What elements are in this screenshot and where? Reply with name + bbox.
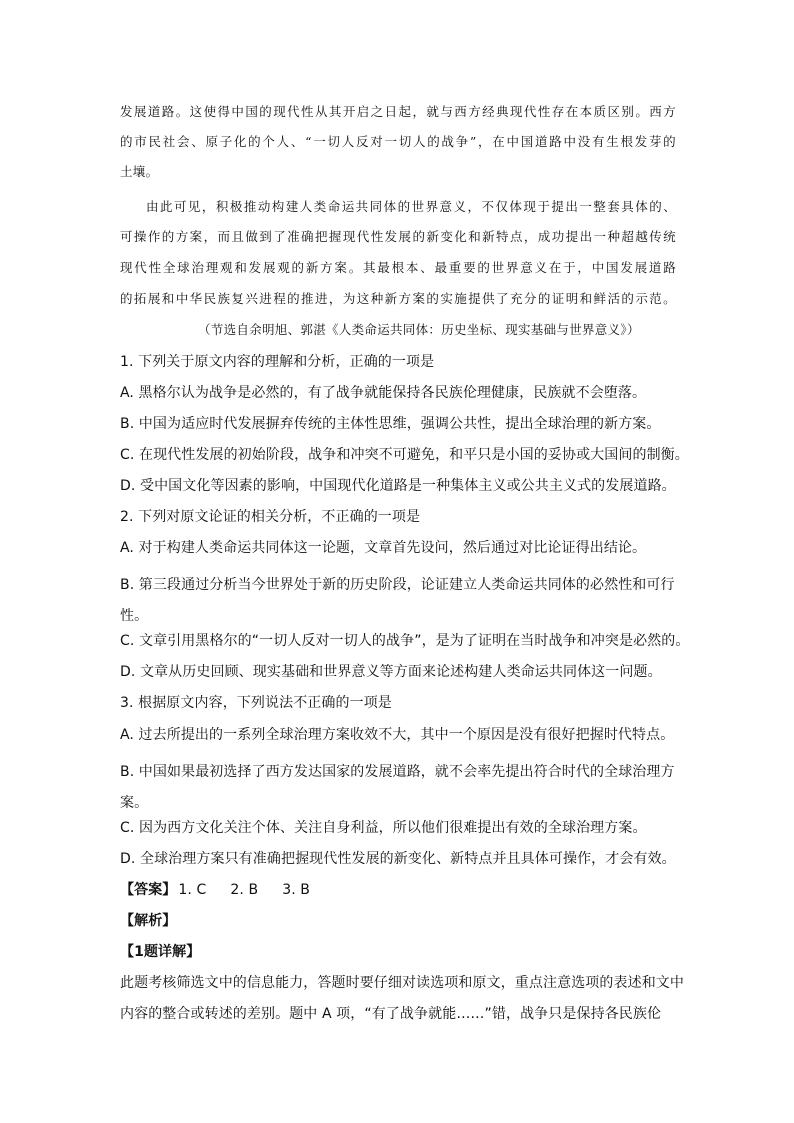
question-option: A. 过去所提出的一系列全球治理方案收效不大，其中一个原因是没有很好把握时代特点。 <box>120 727 675 743</box>
answer-label: 【答案】 <box>120 882 177 898</box>
passage-line: 由此可见，积极推动构建人类命运共同体的世界意义，不仅体现于提出一整套具体的、 <box>146 199 676 214</box>
question-stem: 1. 下列关于原文内容的理解和分析，正确的一项是 <box>120 354 435 370</box>
question-stem: 2. 下列对原文论证的相关分析，不正确的一项是 <box>120 509 421 525</box>
question-option: D. 受中国文化等因素的影响，中国现代化道路是一种集体主义或公共主义式的发展道路。 <box>120 478 676 494</box>
question-option: B. 第三段通过分析当今世界处于新的历史阶段，论证建立人类命运共同体的必然性和可行性。 <box>120 577 675 624</box>
passage-line: 现代性全球治理观和发展观的新方案。其最根本、最重要的世界意义在于，中国发展道路 <box>120 260 676 275</box>
question-option: C. 在现代性发展的初始阶段，战争和冲突不可避免，和平只是小国的妥协或大国间的制衡。 <box>120 447 689 463</box>
analysis-line: 内容的整合或转述的差别。题中 A 项，“有了战争就能……”错，战争只是保持各民族伦 <box>120 1006 662 1022</box>
question-option: A. 对于构建人类命运共同体这一论题，文章首先设问，然后通过对比论证得出结论。 <box>120 540 647 556</box>
question-stem: 3. 根据原文内容，下列说法不正确的一项是 <box>120 695 392 711</box>
passage-line: 的市民社会、原子化的个人、“一切人反对一切人的战争”，在中国道路中没有生根发芽的 <box>120 134 676 149</box>
question-option: B. 中国为适应时代发展摒弃传统的主体性思维，强调公共性，提出全球治理的新方案。 <box>120 416 661 432</box>
answer-item: 3. B <box>282 882 311 898</box>
question-option: C. 因为西方文化关注个体、关注自身利益，所以他们很难提出有效的全球治理方案。 <box>120 820 647 836</box>
answer-item: 2. B <box>230 882 259 898</box>
detail-label: 【1题详解】 <box>120 944 201 960</box>
analysis-label: 【解析】 <box>120 913 177 929</box>
question-option: B. 中国如果最初选择了西方发达国家的发展道路，就不会率先提出符合时代的全球治理方案。 <box>120 764 675 811</box>
answer-item: 1. C <box>178 882 207 898</box>
analysis-line: 此题考核筛选文中的信息能力，答题时要仔细对读选项和原文，重点注意选项的表述和文中 <box>120 975 684 991</box>
question-option: C. 文章引用黑格尔的“一切人反对一切人的战争”，是为了证明在当时战争和冲突是必然的。 <box>120 633 690 649</box>
passage-line: 的拓展和中华民族复兴进程的推进，为这种新方案的实施提供了充分的证明和鲜活的示范。 <box>120 291 676 306</box>
question-option: A. 黑格尔认为战争是必然的，有了战争就能保持各民族伦理健康，民族就不会堕落。 <box>120 385 647 401</box>
passage-line: 土壤。 <box>120 164 159 179</box>
passage-line: 发展道路。这使得中国的现代性从其开启之日起，就与西方经典现代性存在本质区别。西方 <box>120 104 676 119</box>
source-citation: （节选自余明旭、郭湛《人类命运共同体：历史坐标、现实基础与世界意义》） <box>198 322 640 337</box>
question-option: D. 文章从历史回顾、现实基础和世界意义等方面来论述构建人类命运共同体这一问题。 <box>120 664 662 680</box>
question-option: D. 全球治理方案只有准确把握现代性发展的新变化、新特点并且具体可操作，才会有效。 <box>120 851 676 867</box>
answer-line <box>120 881 680 899</box>
passage-line: 可操作的方案，而且做到了准确把握现代性发展的新变化和新特点，成功提出一种超越传统 <box>120 229 676 244</box>
